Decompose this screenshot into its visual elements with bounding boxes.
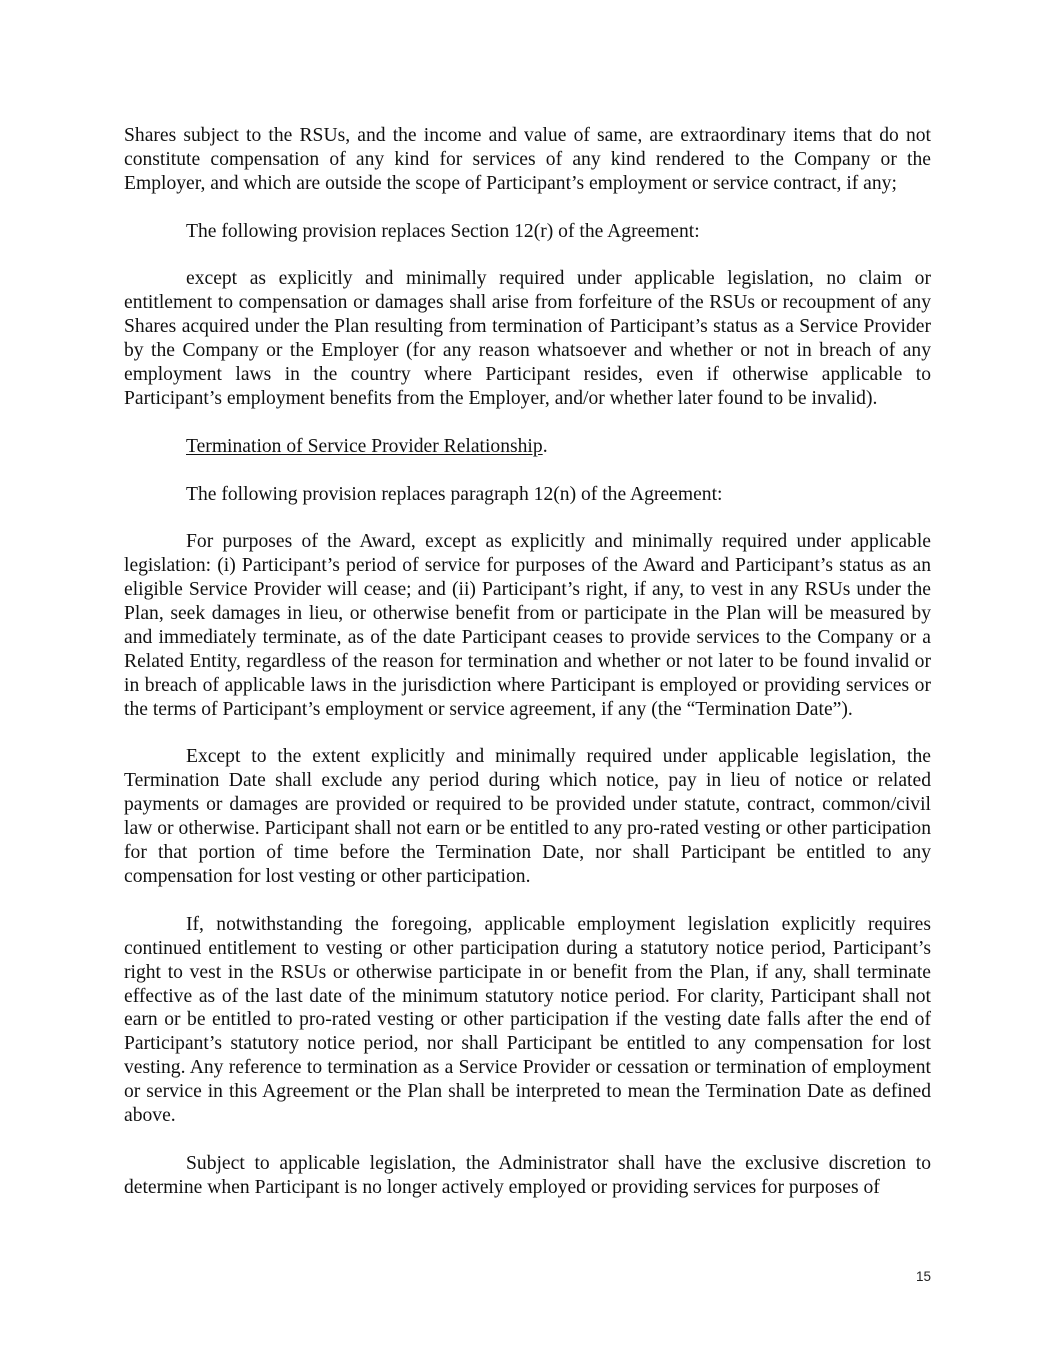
paragraph-section-12r-intro: The following provision replaces Section 12(r) of the Agreement: xyxy=(186,220,700,242)
paragraph-extraordinary-items: Shares subject to the RSUs, and the income and value of same, are extraordinary items that do not constitute compensation of any kind for services of any kind rendered to the Company or the Employer, and which are outside the scope of Participant’s employment or service contract, if any; xyxy=(124,125,931,194)
paragraph-administrator-discretion: Subject to applicable legislation, the Administrator shall have the exclusive discretion to determine when Participant is no longer actively employed or providing services for purposes of xyxy=(124,1152,931,1198)
paragraph-termination-date-definition: For purposes of the Award, except as explicitly and minimally required under applicable legislation: (i) Participant’s period of service for purposes of the Award and Participant’s status as an eligible Service Provider will cease; and (ii) Participant’s right, if any, to vest in any RSUs under the Plan, seek damages in lieu, or otherwise benefit from or participate in the Plan will be measured by and immediately terminate, as of the date Participant ceases to provide services to the Company or a Related Entity, regardless of the reason for termination and whether or not later to be found invalid or in breach of applicable laws in the jurisdiction where Participant is employed or providing services or the terms of Participant’s employment or service agreement, if any (the “Termination Date”). xyxy=(124,531,931,720)
document-page xyxy=(124,124,931,1200)
paragraph-section-12n-intro: The following provision replaces paragraph 12(n) of the Agreement: xyxy=(186,483,723,505)
section-heading-period: . xyxy=(542,435,548,457)
section-heading-termination xyxy=(124,435,931,459)
paragraph-no-claim-entitlement: except as explicitly and minimally required under applicable legislation, no claim or entitlement to compensation or damages shall arise from forfeiture of the RSUs or recoupment of any Shares acquired under the Plan resulting from termination of Participant’s status as a Service Provider by the Company or the Employer (for any reason whatsoever and whether or not in breach of any employment laws in the country where Participant resides, even if otherwise applicable to Participant’s employment benefits from the Employer, and/or whether later found to be invalid). xyxy=(124,268,931,409)
paragraph-notice-period-exclusion: Except to the extent explicitly and minimally required under applicable legislation, the Termination Date shall exclude any period during which notice, pay in lieu of notice or related payments or damages are provided or required to be provided under statute, contract, common/civil law or otherwise. Participant shall not earn or be entitled to any pro-rated vesting or other participation for that portion of time before the Termination Date, nor shall Participant be entitled to any compensation for lost vesting or other participation. xyxy=(124,746,931,887)
section-heading-text: Termination of Service Provider Relationship xyxy=(186,435,543,457)
page-number: 15 xyxy=(915,1269,931,1284)
paragraph-statutory-notice: If, notwithstanding the foregoing, applicable employment legislation explicitly requires continued entitlement to vesting or other participation during a statutory notice period, Participant’s right to vest in the RSUs or otherwise participate in or benefit from the Plan, if any, shall terminate effective as of the last date of the minimum statutory notice period. For clarity, Participant shall not earn or be entitled to pro-rated vesting or other participation if the vesting date falls after the end of Participant’s statutory notice period, nor shall Participant be entitled to any compensation for lost vesting. Any reference to termination as a Service Provider or cessation or termination of employment or service in this Agreement or the Plan shall be interpreted to mean the Termination Date as defined above. xyxy=(124,913,931,1127)
